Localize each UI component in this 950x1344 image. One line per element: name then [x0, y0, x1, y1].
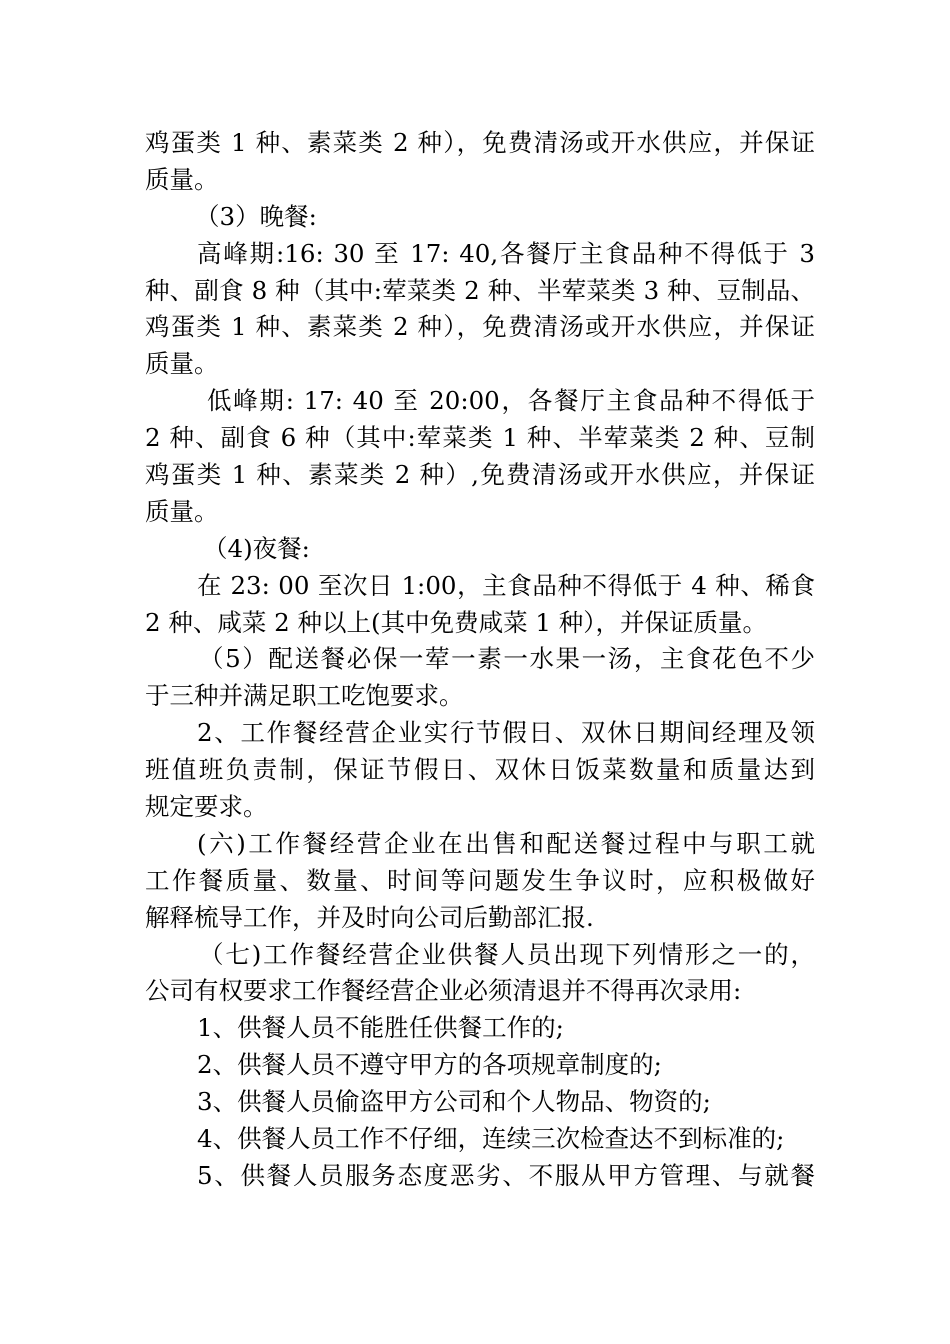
text-line: 高峰期:16: 30 至 17: 40,各餐厅主食品种不得低于 3 [197, 238, 815, 268]
document-body [145, 125, 815, 1195]
text-line: 鸡蛋类 1 种、素菜类 2 种），免费清汤或开水供应，并保证 [145, 312, 815, 342]
text-line: （3）晚餐: [195, 201, 317, 231]
text-line: 2、工作餐经营企业实行节假日、双休日期间经理及领 [197, 718, 815, 748]
text-line: 规定要求。 [145, 792, 268, 822]
text-line: 质量。 [145, 349, 219, 379]
text-line: 鸡蛋类 1 种、素菜类 2 种）,免费清汤或开水供应，并保证 [145, 460, 815, 490]
text-line: 质量。 [145, 164, 219, 194]
text-line: 2、供餐人员不遵守甲方的各项规章制度的; [197, 1050, 662, 1080]
text-line: 鸡蛋类 1 种、素菜类 2 种），免费清汤或开水供应，并保证 [145, 128, 815, 157]
text-line: （七)工作餐经营企业供餐人员出现下列情形之一的， [199, 939, 815, 969]
text-line: 班值班负责制，保证节假日、双休日饭菜数量和质量达到 [145, 755, 815, 785]
text-line: 解释梳导工作，并及时向公司后勤部汇报. [145, 902, 594, 932]
text-line: 2 种、咸菜 2 种以上(其中免费咸菜 1 种），并保证质量。 [145, 607, 768, 637]
text-line: 于三种并满足职工吃饱要求。 [145, 681, 464, 711]
text-line: （5）配送餐必保一荤一素一水果一汤，主食花色不少 [199, 644, 815, 674]
text-line: (六)工作餐经营企业在出售和配送餐过程中与职工就 [197, 828, 815, 858]
text-line: 4、供餐人员工作不仔细，连续三次检查达不到标准的; [197, 1124, 785, 1154]
text-line: 种、副食 8 种（其中:荤菜类 2 种、半荤菜类 3 种、豆制品、 [145, 275, 815, 305]
text-line: 2 种、副食 6 种（其中:荤菜类 1 种、半荤菜类 2 种、豆制 [145, 423, 815, 453]
text-line: 质量。 [145, 496, 219, 526]
text-line: 3、供餐人员偷盗甲方公司和个人物品、物资的; [197, 1087, 711, 1117]
text-line: （4)夜餐: [203, 533, 310, 563]
text-line: 工作餐质量、数量、时间等问题发生争议时，应积极做好 [145, 865, 815, 895]
text-line: 1、供餐人员不能胜任供餐工作的; [197, 1013, 564, 1043]
text-line: 低峰期: 17: 40 至 20:00，各餐厅主食品种不得低于 [207, 386, 815, 416]
text-line: 5、供餐人员服务态度恶劣、不服从甲方管理、与就餐 [197, 1160, 815, 1190]
text-line: 公司有权要求工作餐经营企业必须清退并不得再次录用: [145, 976, 742, 1006]
text-line: 在 23: 00 至次日 1:00，主食品种不得低于 4 种、稀食 [197, 570, 815, 600]
